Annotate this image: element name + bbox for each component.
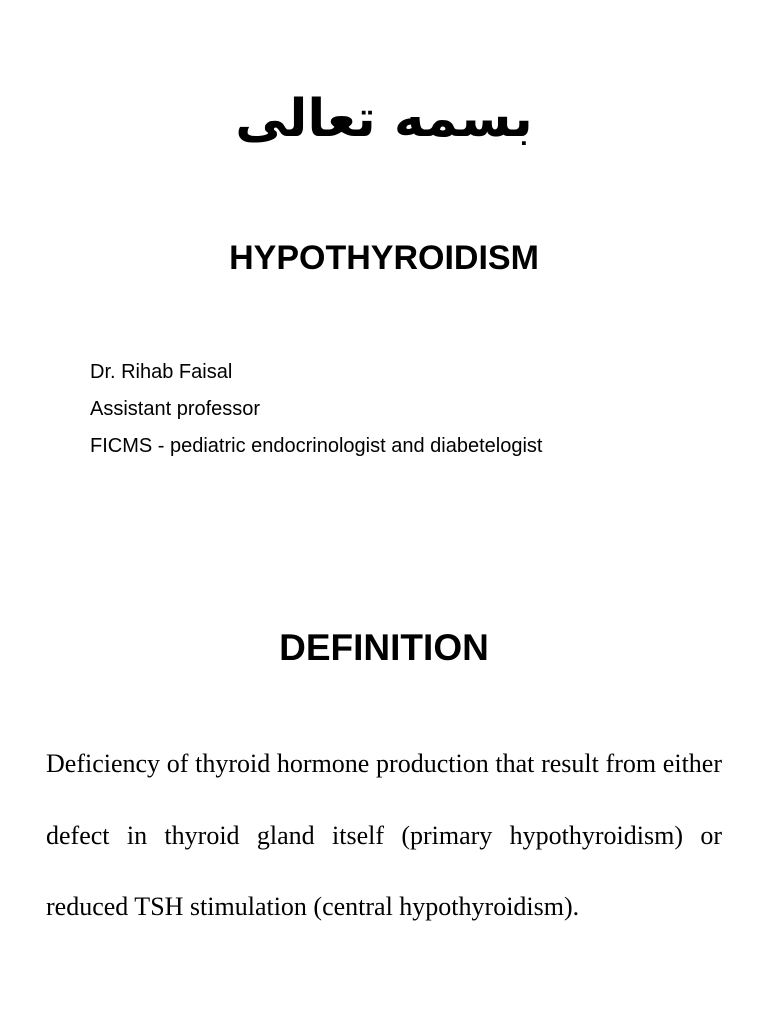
author-specialty: FICMS - pediatric endocrinologist and diabetelogist <box>90 435 543 457</box>
author-name: Dr. Rihab Faisal <box>90 361 233 383</box>
definition-paragraph: Deficiency of thyroid hormone production that result from either defect in thyroid gland itself (primary hypothyroidism) or reduced TSH stimulation (central hypothyroidism). <box>46 749 722 921</box>
section-heading: DEFINITION <box>279 627 489 668</box>
basmala-heading: بسمه تعالى <box>235 89 533 149</box>
author-block <box>90 354 542 465</box>
page-title: HYPOTHYROIDISM <box>229 239 539 277</box>
author-position: Assistant professor <box>90 398 261 420</box>
